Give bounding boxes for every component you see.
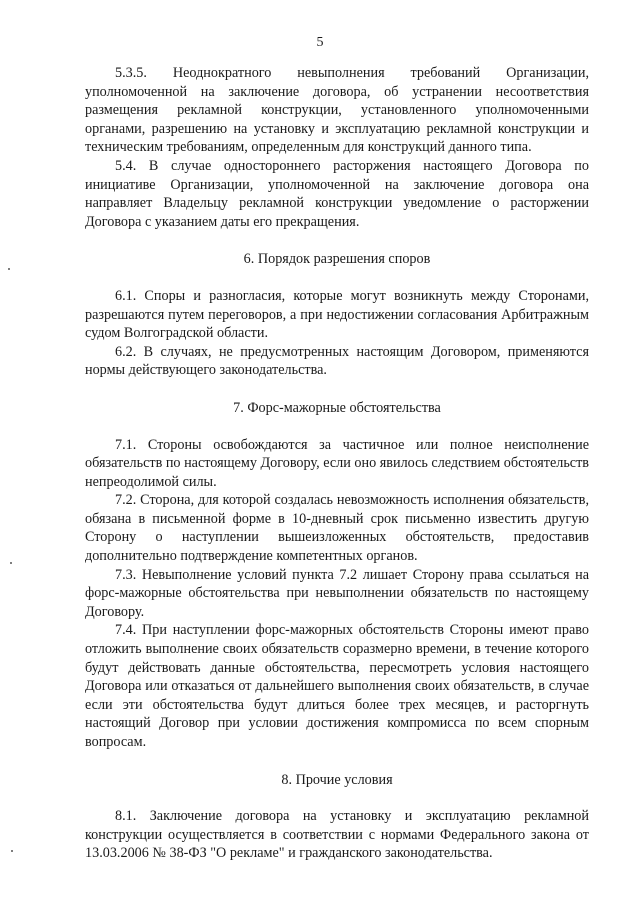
scan-speck bbox=[10, 562, 12, 564]
paragraph-6-2: 6.2. В случаях, не предусмотренных настоящим Договором, применяются нормы действующего законодательства. bbox=[85, 343, 589, 379]
scan-speck bbox=[8, 268, 10, 270]
paragraph-7-4: 7.4. При наступлении форс-мажорных обстоятельств Стороны имеют право отложить выполнение своих обязательств соразмерно времени, в течение которого будут действовать данные обстоятельства, пересмотреть условия настоящего Договора или отказаться от дальнейшего выполнения своих обязательств, в случае если эти обстоятельства будут длиться более трех месяцев, и расторгнуть настоящий Договор при условии достижения компромисса по всем спорным вопросам. bbox=[85, 622, 589, 750]
paragraph-7-1: 7.1. Стороны освобождаются за частичное или полное неисполнение обязательств по настоящему Договору, если оно явилось следствием обстоятельств непреодолимой силы. bbox=[85, 436, 589, 490]
paragraph-7-2: 7.2. Сторона, для которой создалась невозможность исполнения обязательств, обязана в письменной форме в 10-дневный срок письменно известить другую Сторону о наступлении вышеизложенных обстоятельств, предоставив дополнительно подтверждение компетентных органов. bbox=[85, 492, 589, 565]
page-number: 5 bbox=[316, 35, 324, 50]
paragraph-7-3: 7.3. Невыполнение условий пункта 7.2 лишает Сторону права ссылаться на форс-мажорные обстоятельства при невыполнении обязательств по настоящему Договору. bbox=[85, 566, 589, 620]
document-body bbox=[85, 64, 589, 863]
paragraph-5-3-5: 5.3.5. Неоднократного невыполнения требований Организации, уполномоченной на заключение договора, об устранении несоответствия размещения рекламной конструкции, установленного уполномоченными органами, разрешению на установку и эксплуатацию рекламной конструкции и техническим требованиям, определенным для конструкций данного типа. bbox=[85, 65, 589, 156]
paragraph-6-1: 6.1. Споры и разногласия, которые могут возникнуть между Сторонами, разрешаются путем переговоров, а при недостижении согласования Арбитражным судом Волгоградской области. bbox=[85, 287, 589, 342]
section-heading-8: 8. Прочие условия bbox=[281, 771, 393, 788]
section-heading-6: 6. Порядок разрешения споров bbox=[243, 251, 431, 268]
paragraph-8-1: 8.1. Заключение договора на установку и эксплуатацию рекламной конструкции осуществляется в соответствии с нормами Федерального закона от 13.03.2006 № 38-ФЗ "О рекламе" и гражданского законодательства. bbox=[85, 808, 589, 862]
scan-speck bbox=[11, 850, 13, 852]
section-heading-7: 7. Форс-мажорные обстоятельства bbox=[233, 399, 441, 416]
paragraph-5-4: 5.4. В случае одностороннего расторжения настоящего Договора по инициативе Организации, уполномоченной на заключение договора она направляет Владельцу рекламной конструкции уведомление о расторжении Договора с указанием даты его прекращения. bbox=[85, 157, 589, 230]
